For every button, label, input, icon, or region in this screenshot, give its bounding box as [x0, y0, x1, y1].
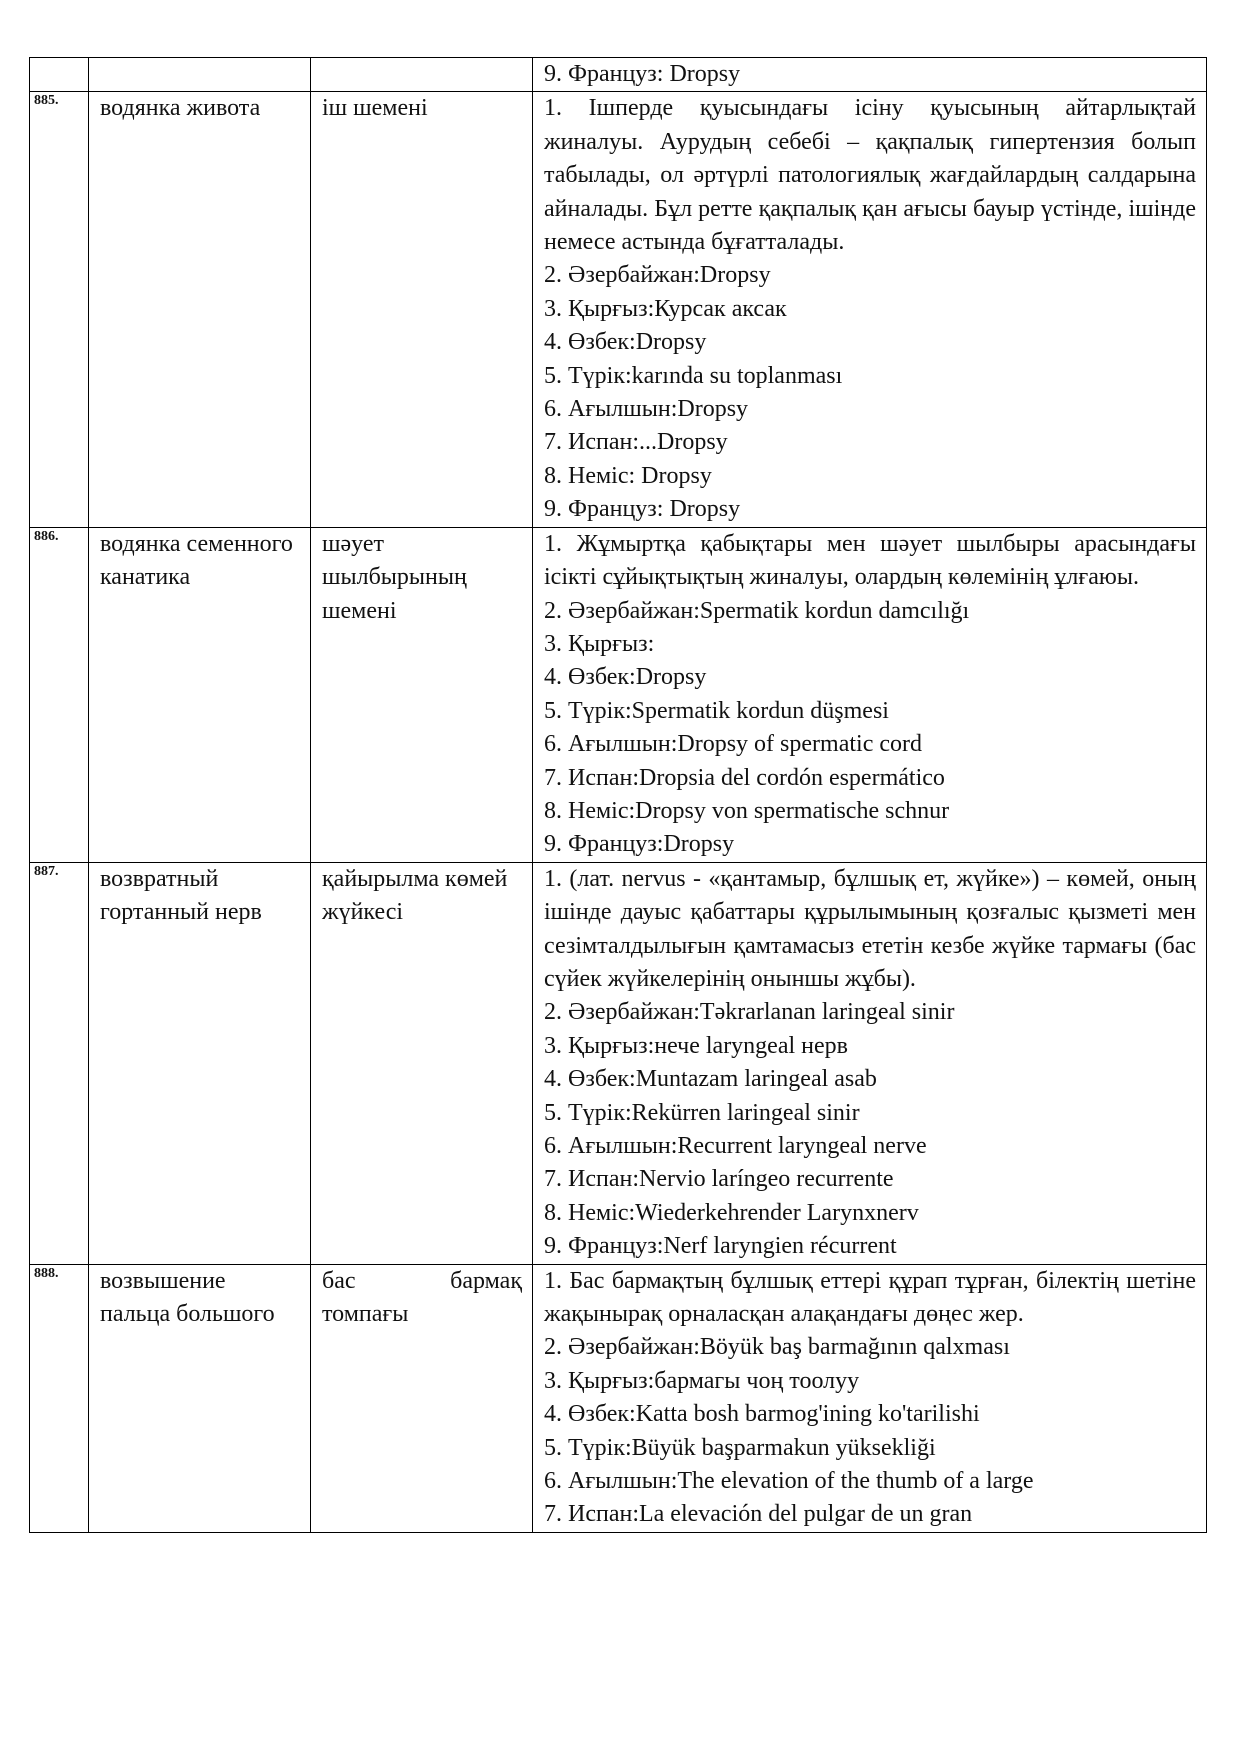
translation-line: 3. Қырғыз:нече laryngeal нерв [544, 1032, 848, 1059]
entry-number: 886. [30, 527, 89, 862]
definition-text: 1. Жұмыртқа қабықтары мен шәует шылбыры арасындағы ісікті сұйықтықтың жиналуы, олардың көлемінің ұлғаюы. [544, 530, 1196, 591]
translation-line: 7. Испан:La elevación del pulgar de un gran [544, 1501, 973, 1528]
definition-text: 1. Бас бармақтың бұлшық еттері құрап тұрған, білектің шетіне жақынырақ орналасқан алақандағы дөңес жер. [544, 1267, 1196, 1328]
translation-line: 8. Неміс:Wiederkehrender Larynxnerv [544, 1199, 919, 1226]
translation-line: 2. Әзербайжан:Təkrarlanan laringeal sinir [544, 999, 955, 1026]
definition-cell [533, 92, 1207, 527]
term-russian: возвратный гортанный нерв [89, 862, 311, 1264]
entry-number: 887. [30, 862, 89, 1264]
term-kazakh: бас бармақ томпағы [311, 1264, 533, 1532]
translation-line: 6. Ағылшын:Dropsy [544, 396, 749, 423]
translation-line: 2. Әзербайжан:Dropsy [544, 262, 771, 289]
definition-text: 1. (лат. nervus - «қантамыр, бұлшық ет, жүйке») – көмей, оның ішінде дауыс қабаттары құрылымының қозғалыс қызметі мен сезімталдылығын қамтамасыз ететін кезбе жүйке тармағы (бас сүйек жүйкелерінің оныншы жұбы). [544, 865, 1196, 992]
definition-cell [533, 527, 1207, 862]
translation-line: 3. Қырғыз:Курсак аксак [544, 295, 787, 322]
definition-cell [533, 58, 1207, 92]
entry-number: 885. [30, 92, 89, 527]
term-russian: водянка семенного канатика [89, 527, 311, 862]
table-row [30, 862, 1207, 1264]
translation-line: 2. Әзербайжан:Spermatik kordun damcılığı [544, 597, 970, 624]
term-russian [89, 58, 311, 92]
translation-line: 9. Француз:Dropsy [544, 831, 735, 858]
table-row [30, 1264, 1207, 1532]
translation-line: 4. Өзбек:Katta bosh barmog'ining ko'tarilishi [544, 1401, 980, 1428]
term-russian: водянка живота [89, 92, 311, 527]
translation-line: 3. Қырғыз:бармагы чоң тоолуу [544, 1367, 860, 1394]
translation-line: 7. Испан:Nervio laríngeo recurrente [544, 1166, 894, 1193]
translation-line: 2. Әзербайжан:Böyük baş barmağının qalxması [544, 1334, 1010, 1361]
translation-line: 3. Қырғыз: [544, 630, 655, 657]
translation-line: 8. Неміс: Dropsy [544, 462, 712, 489]
translation-line: 6. Ағылшын:The elevation of the thumb of a large [544, 1468, 1034, 1495]
translation-line: 4. Өзбек:Dropsy [544, 664, 707, 691]
term-kazakh: қайырылма көмей жүйкесі [311, 862, 533, 1264]
term-russian: возвышение пальца большого [89, 1264, 311, 1532]
term-kazakh [311, 58, 533, 92]
entry-number [30, 58, 89, 92]
translation-line: 7. Испан:...Dropsy [544, 429, 728, 456]
translation-line: 9. Француз: Dropsy [544, 496, 741, 523]
translation-line: 6. Ағылшын:Recurrent laryngeal nerve [544, 1133, 927, 1159]
glossary-table [29, 57, 1207, 1533]
translation-line: 8. Неміс:Dropsy von spermatische schnur [544, 797, 950, 824]
term-kazakh: іш шемені [311, 92, 533, 527]
table-row [30, 527, 1207, 862]
translation-line: 9. Француз:Nerf laryngien récurrent [544, 1233, 897, 1260]
translation-line: 6. Ағылшын:Dropsy of spermatic cord [544, 731, 922, 758]
table-row [30, 58, 1207, 92]
translation-line: 5. Түрік:Büyük başparmakun yüksekliği [544, 1434, 936, 1461]
translation-line: 5. Түрік:karında su toplanması [544, 362, 843, 389]
entry-number: 888. [30, 1264, 89, 1532]
definition-cell [533, 862, 1207, 1264]
term-kazakh: шәует шылбырының шемені [311, 527, 533, 862]
translation-line: 9. Француз: Dropsy [544, 61, 741, 87]
table-row [30, 92, 1207, 527]
definition-text: 1. Ішперде қуысындағы ісіну қуысының айтарлықтай жиналуы. Аурудың себебі – қақпалық гипертензия болып табылады, ол әртүрлі патологиялық жағдайлардың салдарына айналады. Бұл ретте қақпалық қан ағысы бауыр үстінде, ішінде немесе астында бұғатталады. [544, 95, 1196, 256]
definition-cell [533, 1264, 1207, 1532]
translation-line: 5. Түрік:Spermatik kordun düşmesi [544, 697, 889, 724]
translation-line: 7. Испан:Dropsia del cordón espermático [544, 764, 945, 791]
translation-line: 4. Өзбек:Muntazam laringeal asab [544, 1066, 877, 1093]
translation-line: 4. Өзбек:Dropsy [544, 329, 707, 356]
translation-line: 5. Түрік:Rekürren laringeal sinir [544, 1099, 860, 1126]
